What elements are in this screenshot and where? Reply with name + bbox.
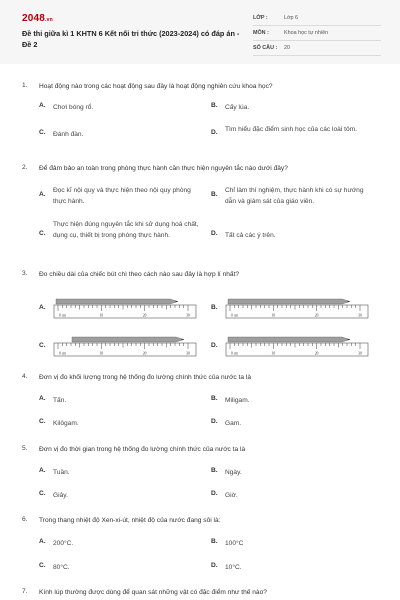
ruler-label: 0 cm	[231, 313, 239, 318]
question-4	[22, 373, 382, 433]
meta-class	[253, 13, 381, 26]
question-6	[22, 516, 382, 576]
question-number: 7.	[22, 588, 28, 595]
option-text: 100°C	[225, 540, 244, 547]
option-letter: B.	[211, 102, 218, 109]
question-text: Trong thang nhiệt độ Xen-xi-út, nhiệt độ của nước đang sôi là:	[39, 517, 221, 524]
logo-text: 2048	[22, 13, 46, 24]
option-text: Tìm hiểu đặc điểm sinh học của các loài tôm.	[225, 126, 357, 133]
ruler-label: 30	[186, 313, 190, 318]
ruler-label: 10	[271, 351, 276, 356]
option-text: Tất cả các ý trên.	[225, 232, 276, 239]
option-letter: D.	[211, 230, 218, 237]
question-number: 6.	[22, 516, 28, 523]
question-number: 3.	[22, 270, 28, 277]
option-text: Ngày.	[225, 469, 242, 476]
option-a[interactable]	[39, 296, 209, 322]
option-text: Miligam.	[225, 397, 250, 404]
option-letter: A.	[39, 538, 46, 545]
option-letter: B.	[211, 304, 218, 311]
question-1	[22, 82, 382, 152]
question-text: Kính lúp thường được dùng để quan sát những vật có đặc điểm như thế nào?	[39, 589, 267, 596]
option-text: Chơi bóng rổ.	[53, 104, 94, 111]
option-letter: C.	[39, 562, 46, 569]
meta-value: Khoa học tự nhiên	[284, 30, 329, 36]
option-text: Giây.	[53, 492, 68, 499]
ruler-label: 20	[142, 313, 147, 318]
ruler-image	[222, 296, 372, 320]
pencil-shape	[56, 299, 178, 304]
ruler-label: 0 cm	[59, 313, 67, 318]
ruler-label: 20	[142, 351, 147, 356]
option-text: Cấy lúa.	[225, 104, 250, 111]
option-c[interactable]	[39, 334, 209, 360]
ruler-label: 30	[358, 313, 362, 318]
ruler-label: 0 cm	[231, 351, 239, 356]
question-text: Hoạt động nào trong các hoạt động sau đây là hoạt động nghiên cứu khoa học?	[39, 83, 273, 90]
option-letter: A.	[39, 467, 46, 474]
option-b[interactable]	[211, 296, 381, 322]
question-5	[22, 445, 382, 505]
option-text: 10°C.	[225, 564, 242, 571]
ruler-image	[50, 296, 200, 320]
meta-count	[253, 43, 381, 56]
option-text: Gam.	[225, 420, 242, 427]
option-text: Thực hiện đúng nguyên tắc khi sử dụng hoá chất, dụng cụ, thiết bị trong phòng thực hành.	[53, 221, 199, 239]
question-7	[22, 588, 382, 600]
question-text: Đơn vị đo thời gian trong hệ thống đo lường chính thức của nước ta là	[39, 446, 246, 453]
option-letter: D.	[211, 342, 218, 349]
meta-subject	[253, 28, 381, 41]
meta-value: Lớp 6	[284, 15, 299, 21]
option-letter: D.	[211, 129, 218, 136]
option-letter: B.	[211, 538, 218, 545]
option-text: 80°C.	[53, 564, 70, 571]
meta-label: LỚP :	[253, 15, 268, 21]
question-text: Đơn vị đo khối lượng trong hệ thống đo lường chính thức của nước ta là	[39, 374, 252, 381]
ruler-image	[50, 334, 200, 358]
ruler-image	[222, 334, 372, 358]
meta-label: MÔN :	[253, 30, 269, 36]
option-letter: C.	[39, 342, 46, 349]
option-letter: D.	[211, 562, 218, 569]
option-letter: C.	[39, 418, 46, 425]
option-text: Kilôgam.	[53, 420, 79, 427]
option-letter: B.	[211, 395, 218, 402]
ruler-label: 10	[99, 351, 104, 356]
option-letter: D.	[211, 418, 218, 425]
option-letter: A.	[39, 395, 46, 402]
ruler-label: 30	[186, 351, 190, 356]
pencil-shape	[72, 337, 184, 342]
logo[interactable]	[22, 13, 53, 24]
ruler-label: 20	[314, 313, 319, 318]
question-text: Để đảm bảo an toàn trong phòng thực hành cần thực hiện nguyên tắc nào dưới đây?	[39, 165, 288, 172]
option-text: Đánh đàn.	[53, 131, 84, 138]
header	[0, 0, 400, 64]
option-text: Tấn.	[53, 397, 67, 404]
option-letter: C.	[39, 490, 46, 497]
exam-meta	[253, 13, 381, 58]
meta-value: 20	[284, 45, 290, 51]
ruler-label: 10	[271, 313, 276, 318]
option-letter: A.	[39, 102, 46, 109]
question-number: 4.	[22, 373, 28, 380]
question-number: 1.	[22, 82, 28, 89]
option-text: 200°C.	[53, 540, 74, 547]
option-letter: A.	[39, 191, 46, 198]
option-d[interactable]	[211, 334, 381, 360]
option-letter: C.	[39, 129, 46, 136]
question-number: 2.	[22, 164, 28, 171]
option-text: Chỉ làm thí nghiệm, thực hành khi có sự hướng dẫn và giám sát của giáo viên.	[225, 187, 364, 205]
ruler-label: 20	[314, 351, 319, 356]
option-text: Giờ.	[225, 492, 238, 499]
question-text: Đo chiều dài của chiếc bút chì theo cách nào sau đây là hợp lí nhất?	[39, 271, 240, 278]
option-letter: A.	[39, 304, 46, 311]
meta-label: SỐ CÂU :	[253, 45, 278, 51]
page-title: Đề thi giữa kì 1 KHTN 6 Kết nối tri thức (2023-2024) có đáp án - Đề 2	[22, 29, 240, 49]
pencil-shape	[228, 337, 350, 342]
option-text: Đọc kĩ nội quy và thực hiện theo nội quy phòng thực hành.	[53, 187, 191, 205]
ruler-label: 10	[99, 313, 104, 318]
pencil-shape	[228, 299, 350, 304]
question-3	[22, 270, 382, 362]
question-2	[22, 164, 382, 264]
option-letter: B.	[211, 467, 218, 474]
option-letter: D.	[211, 490, 218, 497]
option-text: Tuần.	[53, 469, 70, 476]
logo-tld: .vn	[45, 17, 53, 23]
ruler-label: 0 cm	[59, 351, 67, 356]
question-number: 5.	[22, 445, 28, 452]
option-letter: B.	[211, 191, 218, 198]
option-letter: C.	[39, 230, 46, 237]
ruler-label: 30	[358, 351, 362, 356]
